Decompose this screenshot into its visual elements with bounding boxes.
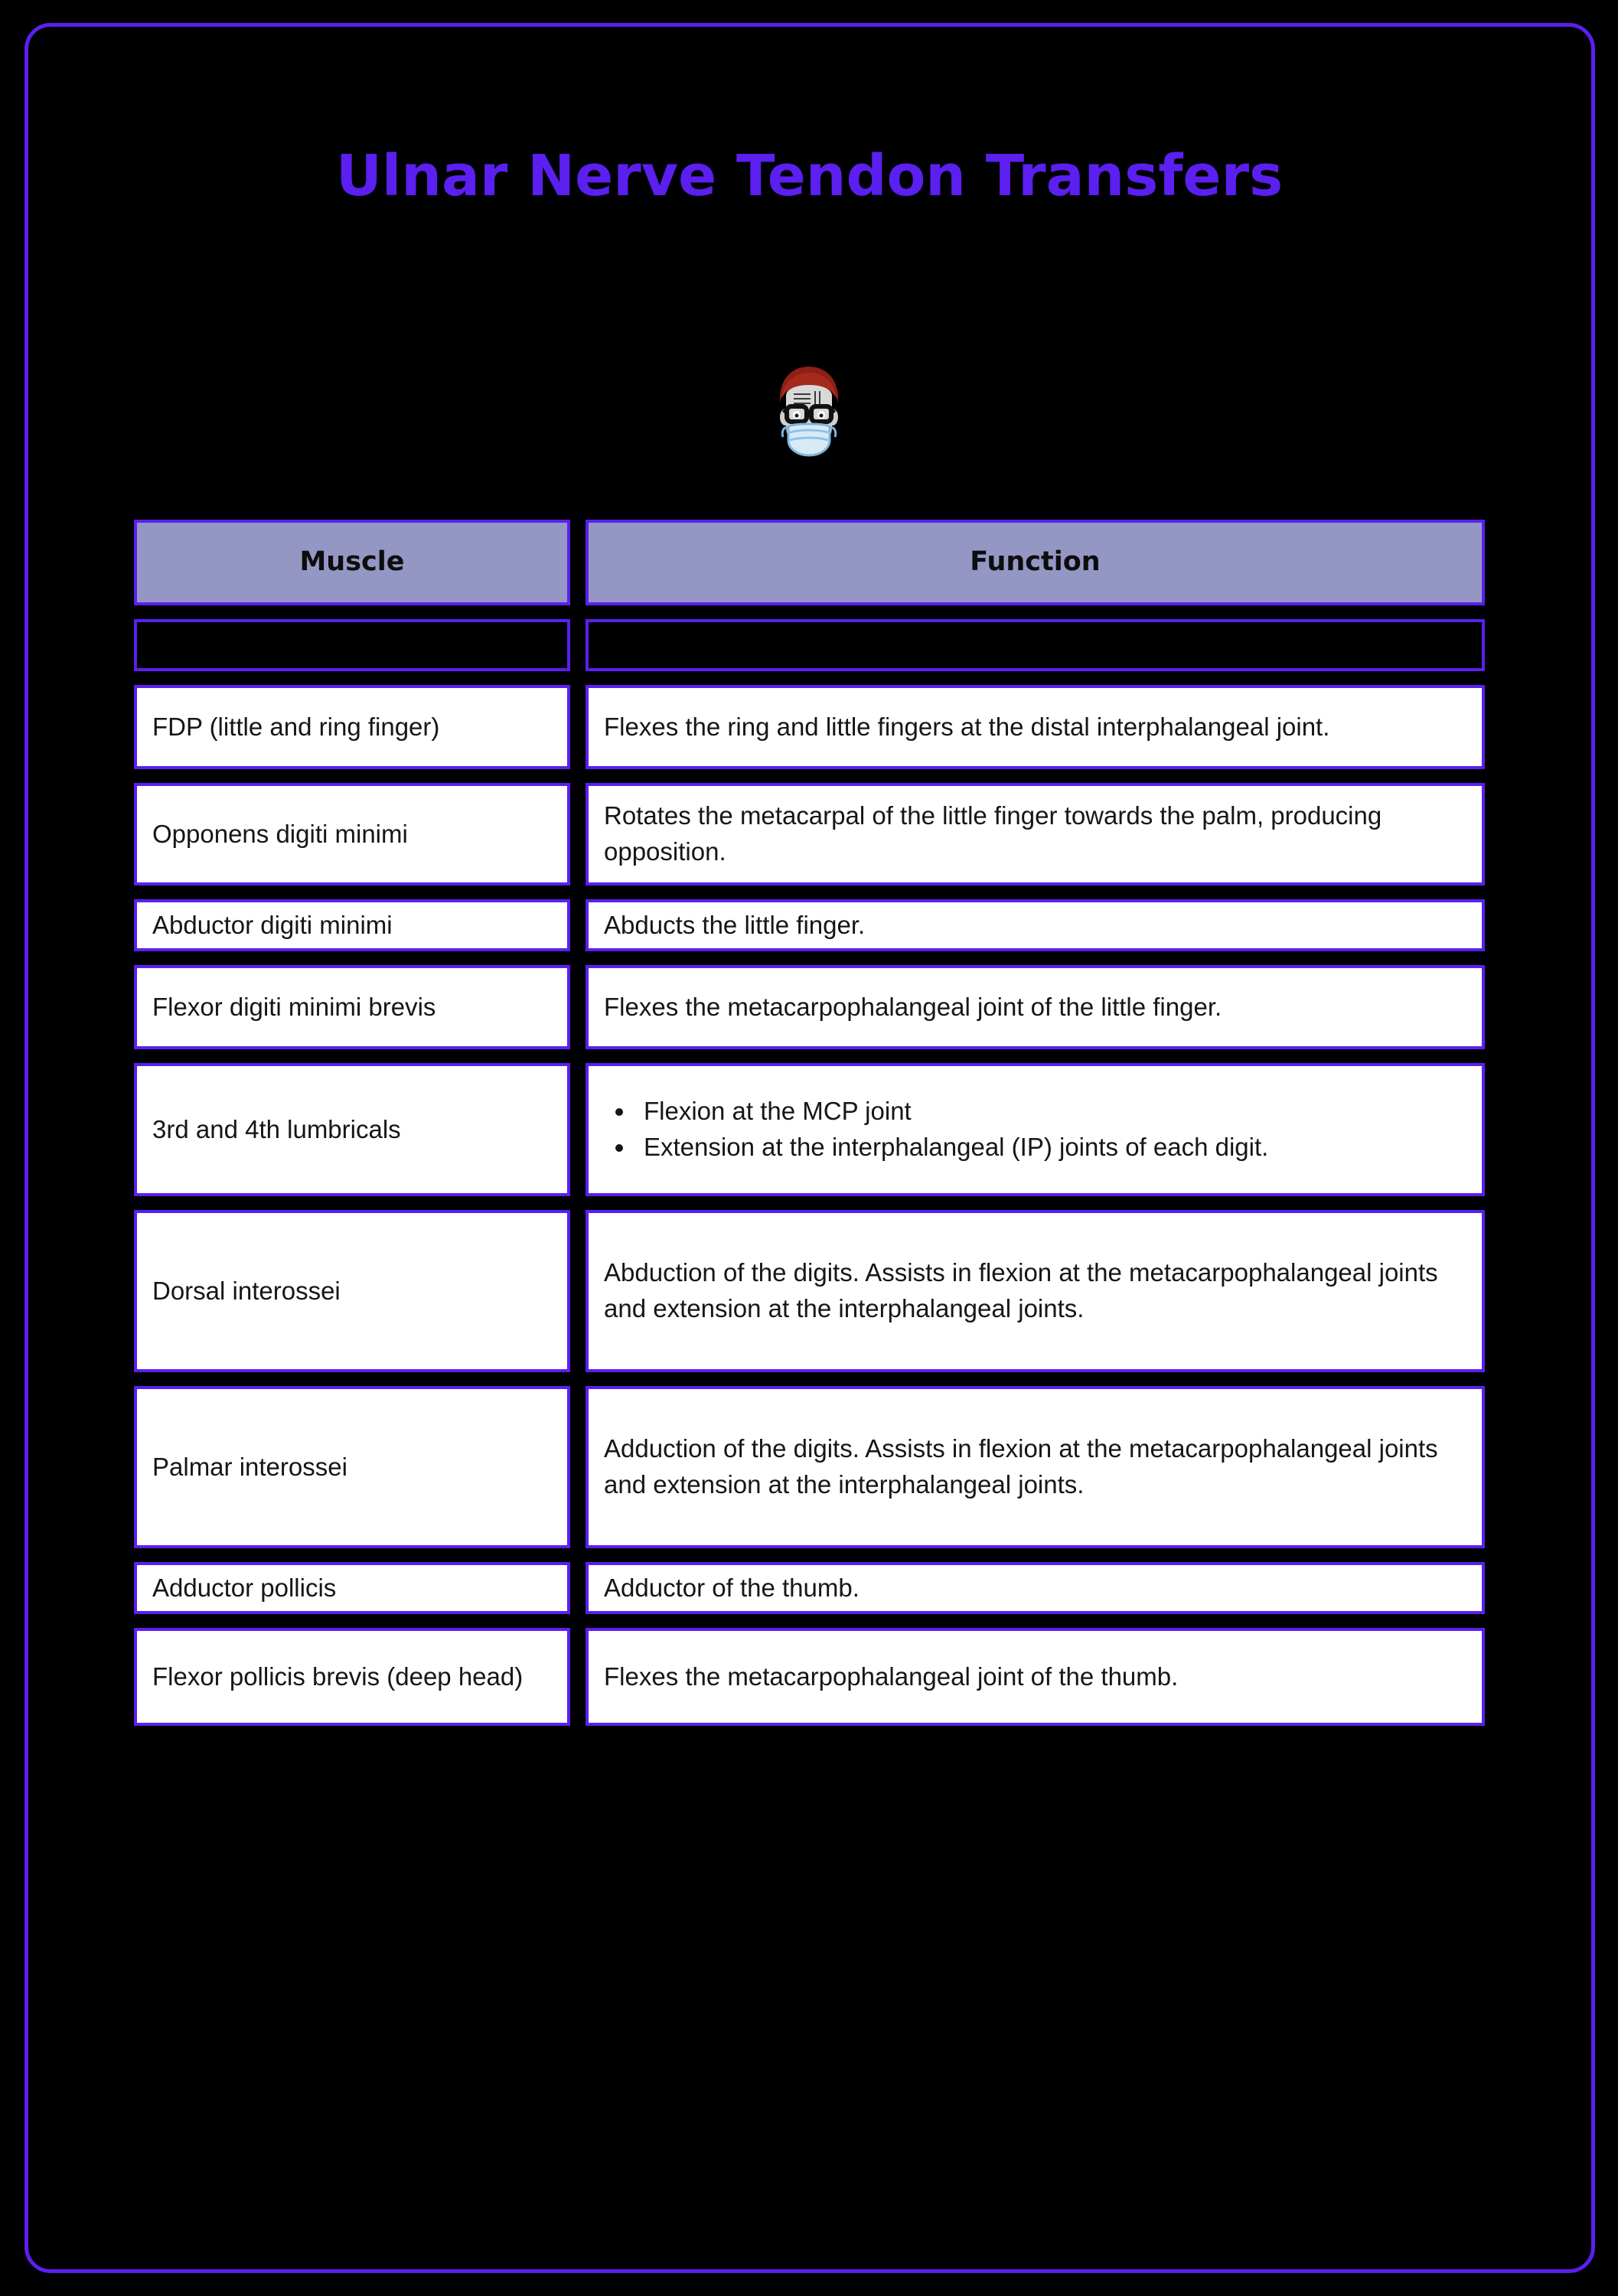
cell-muscle (134, 685, 570, 769)
table-spacer-row (134, 619, 1485, 671)
muscle-name: Adductor pollicis (152, 1573, 337, 1602)
muscle-name: Opponens digiti minimi (152, 819, 408, 848)
cell-function (586, 783, 1485, 885)
cell-muscle (134, 1063, 570, 1196)
function-description: Flexes the metacarpophalangeal joint of the little finger. (604, 992, 1222, 1021)
table-row (134, 1386, 1485, 1548)
cell-muscle (134, 899, 570, 951)
table-row (134, 685, 1485, 769)
cell-muscle (134, 1628, 570, 1726)
function-bullet-item: • Extension at the interphalangeal (IP) joints of each digit. (636, 1130, 1268, 1166)
muscle-name: 3rd and 4th lumbricals (152, 1114, 401, 1143)
function-description: Flexes the ring and little fingers at the distal interphalangeal joint. (604, 712, 1330, 741)
muscle-name: Dorsal interossei (152, 1276, 341, 1305)
cell-muscle (134, 1210, 570, 1372)
function-description: Adduction of the digits. Assists in flexion at the metacarpophalangeal joints and extension at the interphalangeal joints. (604, 1434, 1438, 1499)
cell-function (586, 1386, 1485, 1548)
cell-function (586, 1562, 1485, 1614)
function-bullet-item: • Flexion at the MCP joint (636, 1094, 1268, 1130)
muscle-name: Palmar interossei (152, 1452, 347, 1481)
column-header-muscle (134, 520, 570, 605)
spacer-cell-function (586, 619, 1485, 671)
avatar-container (0, 356, 1618, 478)
function-bullet-list (604, 1094, 1268, 1166)
function-description: Abducts the little finger. (604, 910, 866, 939)
function-description: Flexes the metacarpophalangeal joint of the thumb. (604, 1662, 1179, 1691)
cell-function (586, 1063, 1485, 1196)
column-header-function-label: Function (970, 546, 1101, 578)
table-row (134, 783, 1485, 885)
cell-function (586, 1210, 1485, 1372)
health-worker-mask-icon (763, 356, 855, 478)
table-row (134, 1210, 1485, 1372)
cell-function (586, 685, 1485, 769)
table-row (134, 1063, 1485, 1196)
cell-muscle (134, 965, 570, 1049)
table-header-row (134, 520, 1485, 605)
function-description: Abduction of the digits. Assists in flexion at the metacarpophalangeal joints and extension at the interphalangeal joints. (604, 1258, 1438, 1322)
column-header-function (586, 520, 1485, 605)
table-row (134, 899, 1485, 951)
cell-function (586, 1628, 1485, 1726)
spacer-cell-muscle (134, 619, 570, 671)
muscle-name: FDP (little and ring finger) (152, 712, 440, 741)
page-title-block (134, 145, 1485, 207)
table-row (134, 965, 1485, 1049)
function-description: Adductor of the thumb. (604, 1573, 860, 1602)
muscle-name: Flexor digiti minimi brevis (152, 992, 436, 1021)
cell-function (586, 965, 1485, 1049)
cell-muscle (134, 783, 570, 885)
cell-function (586, 899, 1485, 951)
muscle-name: Abductor digiti minimi (152, 910, 393, 939)
function-description: Rotates the metacarpal of the little finger towards the palm, producing opposition. (604, 801, 1382, 866)
column-header-muscle-label: Muscle (299, 546, 405, 578)
muscle-function-table (134, 520, 1485, 1740)
muscle-name: Flexor pollicis brevis (deep head) (152, 1662, 524, 1691)
cell-muscle (134, 1562, 570, 1614)
table-row (134, 1562, 1485, 1614)
table-row (134, 1628, 1485, 1726)
cell-muscle (134, 1386, 570, 1548)
page-title: Ulnar Nerve Tendon Transfers (335, 143, 1284, 209)
